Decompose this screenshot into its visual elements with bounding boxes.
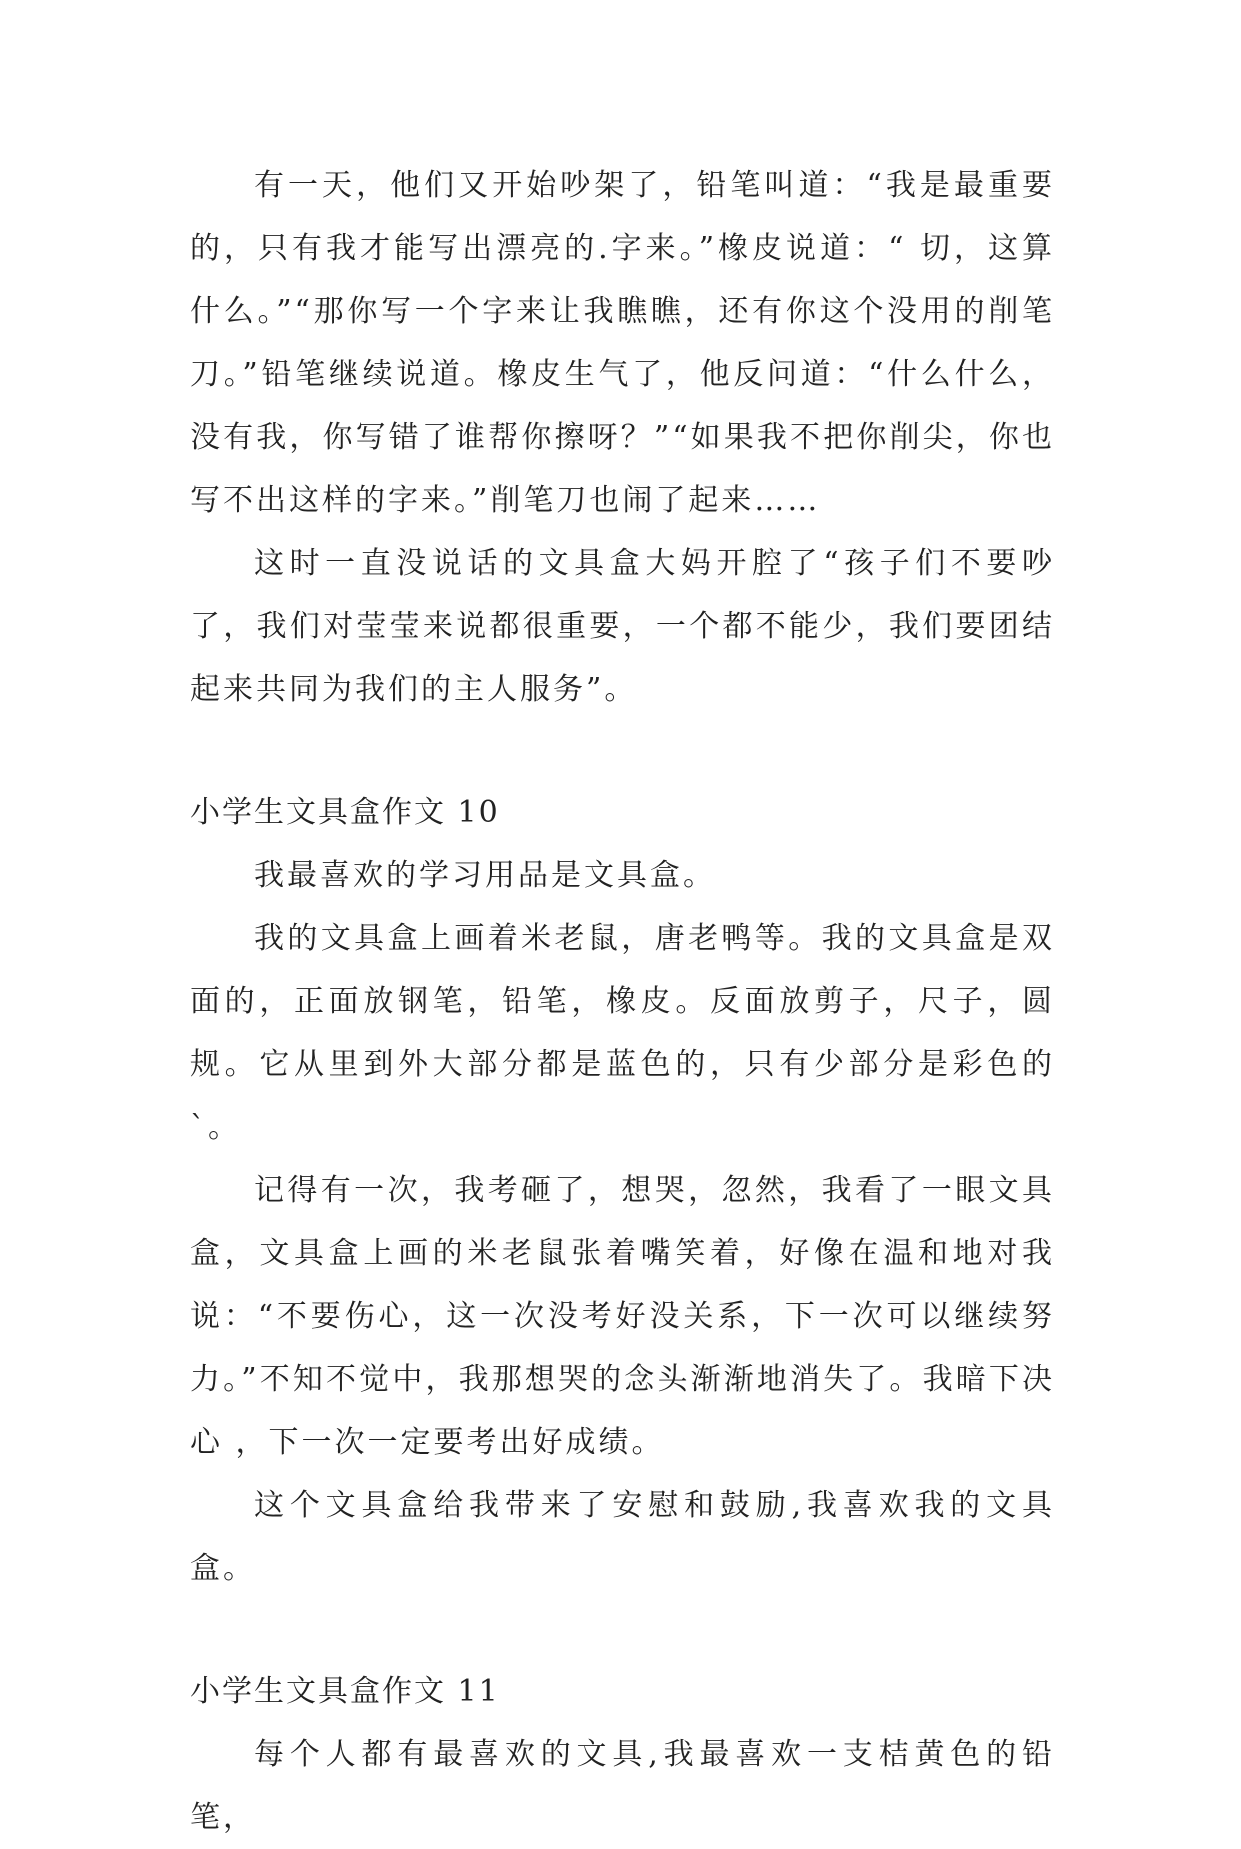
paragraph-box-description: 我的文具盒上画着米老鼠，唐老鸭等。我的文具盒是双面的，正面放钢笔，铅笔，橡皮。反面放剪子，尺子，圆规。它从里到外大部分都是蓝色的，只有少部分是彩色的`。 — [190, 921, 1055, 1145]
paragraph-conclusion: 这个文具盒给我带来了安慰和鼓励,我喜欢我的文具盒。 — [190, 1488, 1055, 1586]
paragraph-favorite-supply: 我最喜欢的学习用品是文具盒。 — [254, 858, 716, 893]
paragraph-orange-pencil: 每个人都有最喜欢的文具,我最喜欢一支桔黄色的铅笔， — [190, 1737, 1055, 1835]
essay-heading-11: 小学生文具盒作文 11 — [190, 1674, 500, 1709]
paragraph-quarrel: 有一天，他们又开始吵架了，铅笔叫道：“我是最重要的，只有我才能写出漂亮的.字来。”橡皮说道：“ 切，这算什么。”“那你写一个字来让我瞧瞧，还有你这个没用的削笔刀。”铅笔继续说道。橡皮生气了，他反问道：“什么什么，没有我，你写错了谁帮你擦呀？”“如果我不把你削尖，你也写不出这样的字来。”削笔刀也闹了起来…… — [190, 168, 1055, 518]
paragraph-exam-memory: 记得有一次，我考砸了，想哭，忽然，我看了一眼文具盒，文具盒上画的米老鼠张着嘴笑着，好像在温和地对我说：“不要伤心，这一次没考好没关系，下一次可以继续努力。”不知不觉中，我那想哭的念头渐渐地消失了。我暗下决心 ，下一次一定要考出好成绩。 — [190, 1173, 1055, 1460]
essay-heading-10: 小学生文具盒作文 10 — [190, 795, 500, 830]
paragraph-pencil-box-mother: 这时一直没说话的文具盒大妈开腔了“孩子们不要吵了，我们对莹莹来说都很重要，一个都不能少，我们要团结起来共同为我们的主人服务”。 — [190, 546, 1055, 707]
document-body — [190, 154, 1055, 1849]
